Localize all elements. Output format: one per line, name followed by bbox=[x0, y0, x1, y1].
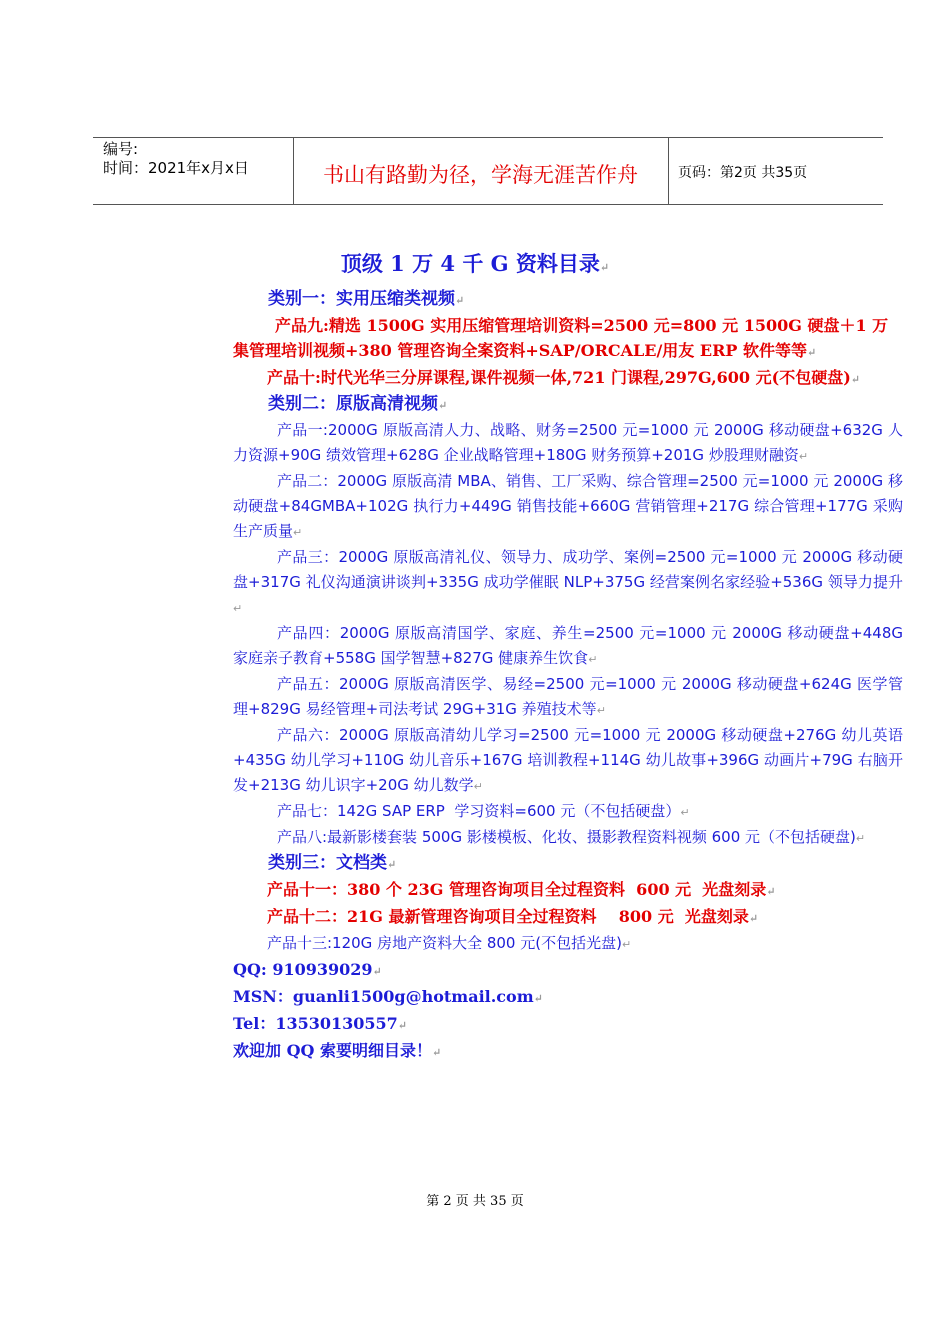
product-item: 产品九:精选 1500G 实用压缩管理培训资料=2500 元=800 元 1500G 硬盘＋1 万集管理培训视频+380 管理咨询全案资料+SAP/ORCALE/用友 ERP 软件等等↵ bbox=[233, 316, 889, 360]
document-title: 顶级 1 万 4 千 G 资料目录↵ bbox=[340, 251, 610, 276]
contact-msn: MSN：guanli1500g@hotmail.com↵ bbox=[233, 987, 543, 1006]
product-item: 产品一:2000G 原版高清人力、战略、财务=2500 元=1000 元 2000G 移动硬盘+632G 人力资源+90G 绩效管理+628G 企业战略管理+180G 财务预算+201G 炒股理财融资↵ bbox=[233, 421, 903, 464]
header-page-info: 页码：第2页 共35页 bbox=[678, 165, 808, 181]
product-item: 产品三：2000G 原版高清礼仪、领导力、成功学、案例=2500 元=1000 元 2000G 移动硬盘+317G 礼仪沟通演讲谈判+335G 成功学催眠 NLP+375G 经营案例名家经验+536G 领导力提升↵ bbox=[233, 548, 903, 615]
page-footer: 第 2 页 共 35 页 bbox=[426, 1194, 524, 1209]
header-table bbox=[93, 137, 883, 205]
header-motto: 书山有路勤为径，学海无涯苦作舟 bbox=[323, 163, 638, 187]
product-item: 产品十二：21G 最新管理咨询项目全过程资料 800 元 光盘刻录↵ bbox=[267, 907, 759, 926]
product-item: 产品五：2000G 原版高清医学、易经=2500 元=1000 元 2000G 移动硬盘+624G 医学管理+829G 易经管理+司法考试 29G+31G 养殖技术等↵ bbox=[233, 675, 903, 718]
product-item: 产品六：2000G 原版高清幼儿学习=2500 元=1000 元 2000G 移动硬盘+276G 幼儿英语+435G 幼儿学习+110G 幼儿音乐+167G 培训教程+114G 幼儿故事+396G 动画片+79G 右脑开发+213G 幼儿识字+20G 幼儿数学↵ bbox=[233, 726, 903, 794]
header-meta bbox=[103, 140, 293, 178]
product-item: 产品七：142G SAP ERP 学习资料=600 元（不包括硬盘）↵ bbox=[277, 802, 690, 820]
product-item: 产品十三:120G 房地产资料大全 800 元(不包括光盘)↵ bbox=[267, 934, 632, 952]
product-item: 产品二：2000G 原版高清 MBA、销售、工厂采购、综合管理=2500 元=1000 元 2000G 移动硬盘+84GMBA+102G 执行力+449G 销售技能+660G 营销管理+217G 综合管理+177G 采购生产质量↵ bbox=[233, 472, 903, 540]
category-heading: 类别二：原版高清视频↵ bbox=[268, 394, 448, 414]
number-label: 编号: bbox=[103, 140, 139, 158]
contact-welcome: 欢迎加 QQ 索要明细目录！↵ bbox=[233, 1041, 442, 1060]
product-item: 产品十:时代光华三分屏课程,课件视频一体,721 门课程,297G,600 元(不包硬盘)↵ bbox=[267, 368, 860, 387]
category-heading: 类别三：文档类↵ bbox=[268, 853, 397, 873]
product-item: 产品十一：380 个 23G 管理咨询项目全过程资料 600 元 光盘刻录↵ bbox=[267, 880, 776, 899]
header-divider bbox=[668, 138, 669, 204]
catalog-content bbox=[233, 287, 903, 1065]
category-heading: 类别一：实用压缩类视频↵ bbox=[268, 289, 465, 309]
product-item: 产品八:最新影楼套装 500G 影楼模板、化妆、摄影教程资料视频 600 元（不包括硬盘)↵ bbox=[277, 828, 866, 846]
contact-tel: Tel：13530130557↵ bbox=[233, 1014, 408, 1033]
product-item: 产品四：2000G 原版高清国学、家庭、养生=2500 元=1000 元 2000G 移动硬盘+448G 家庭亲子教育+558G 国学智慧+827G 健康养生饮食↵ bbox=[233, 624, 903, 667]
time-label: 时间：2021年x月x日 bbox=[103, 159, 249, 177]
contact-qq: QQ: 910939029↵ bbox=[233, 960, 382, 979]
